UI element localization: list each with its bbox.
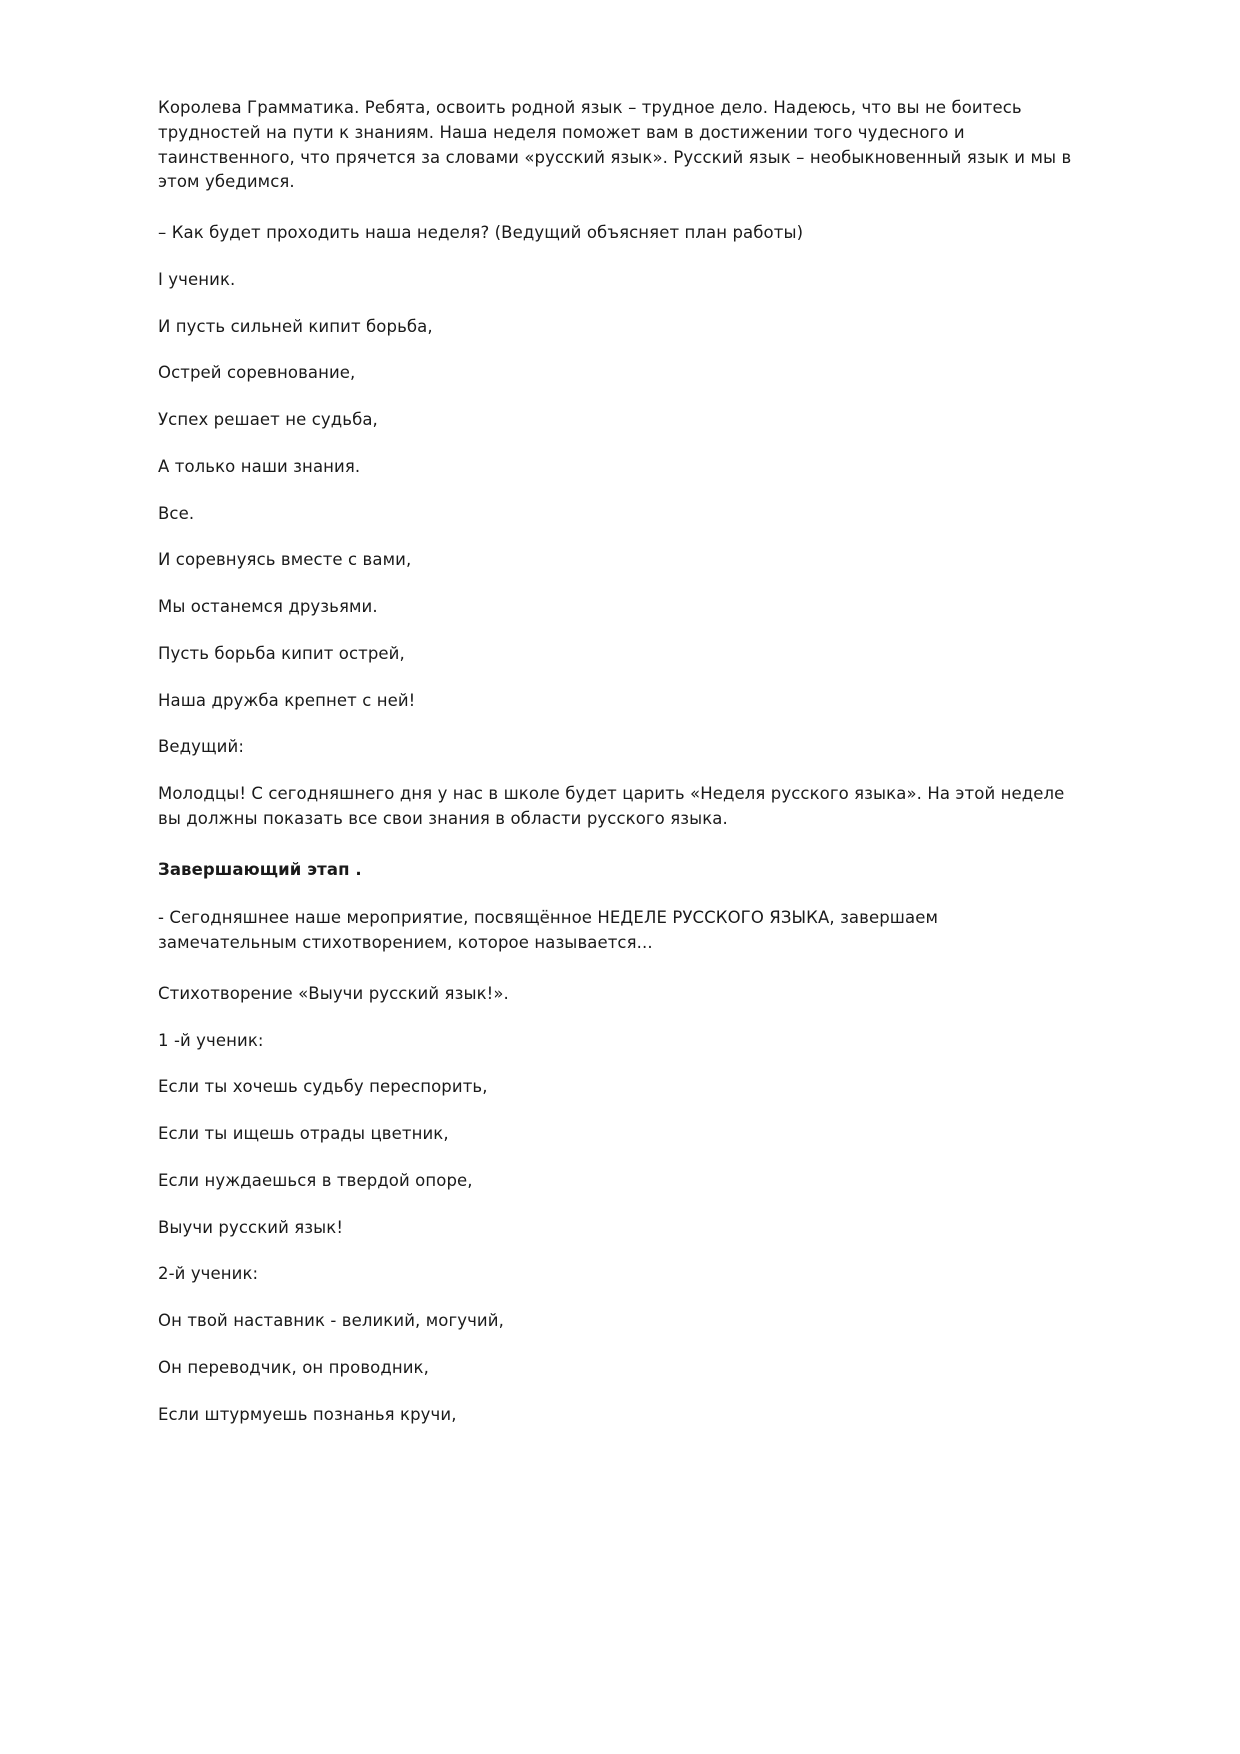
paragraph-speaker-pupil-1: I ученик.	[158, 269, 236, 289]
paragraph-poem-line-5: Он твой наставник - великий, могучий,	[158, 1311, 504, 1330]
paragraph-verse-line-2: Острей соревнование,	[158, 363, 356, 383]
paragraph-speaker-host: Ведущий:	[158, 737, 244, 757]
document-body	[158, 96, 1082, 1449]
paragraph-speaker-all: Все.	[158, 503, 195, 523]
paragraph-host-speech: Молодцы! С сегодняшнего дня у нас в школе будет царить «Неделя русского языка». На этой неделе вы должны показать все свои знания в области русского языка.	[158, 784, 1065, 828]
paragraph-verse-line-3: Успех решает не судьба,	[158, 410, 378, 429]
paragraph-question-week-plan: – Как будет проходить наша неделя? (Ведущий объясняет план работы)	[158, 223, 804, 242]
paragraph-verse-line-6: Мы останемся друзьями.	[158, 597, 378, 616]
paragraph-speaker-pupil-2-numbered: 2-й ученик:	[158, 1264, 259, 1284]
paragraph-poem-line-3: Если нуждаешься в твердой опоре,	[158, 1170, 473, 1190]
paragraph-verse-line-8: Наша дружба крепнет с ней!	[158, 690, 416, 710]
paragraph-poem-title: Стихотворение «Выучи русский язык!».	[158, 983, 509, 1003]
paragraph-verse-line-5: И соревнуясь вместе с вами,	[158, 550, 412, 570]
paragraph-verse-line-4: А только наши знания.	[158, 456, 361, 476]
paragraph-poem-line-1: Если ты хочешь судьбу переспорить,	[158, 1077, 488, 1097]
paragraph-verse-line-7: Пусть борьба кипит острей,	[158, 643, 405, 663]
paragraph-closing-announcement: - Сегодняшнее наше мероприятие, посвящённое НЕДЕЛЕ РУССКОГО ЯЗЫКА, завершаем замечательным стихотворением, которое называется...	[158, 908, 939, 952]
paragraph-speaker-pupil-1-numbered: 1 -й ученик:	[158, 1030, 264, 1050]
paragraph-poem-line-2: Если ты ищешь отрады цветник,	[158, 1124, 449, 1143]
paragraph-poem-line-7: Если штурмуешь познанья кручи,	[158, 1404, 457, 1424]
paragraph-intro-queen-grammar: Королева Грамматика. Ребята, освоить родной язык – трудное дело. Надеюсь, что вы не боитесь трудностей на пути к знаниям. Наша неделя поможет вам в достижении того чудесного и таинственного, что прячется за словами «русский язык». Русский язык – необыкновенный язык и мы в этом убедимся.	[158, 98, 1072, 192]
paragraph-poem-line-4: Выучи русский язык!	[158, 1217, 344, 1237]
heading-final-stage: Завершающий этап .	[158, 859, 362, 879]
paragraph-verse-line-1: И пусть сильней кипит борьба,	[158, 316, 433, 336]
paragraph-poem-line-6: Он переводчик, он проводник,	[158, 1357, 429, 1377]
